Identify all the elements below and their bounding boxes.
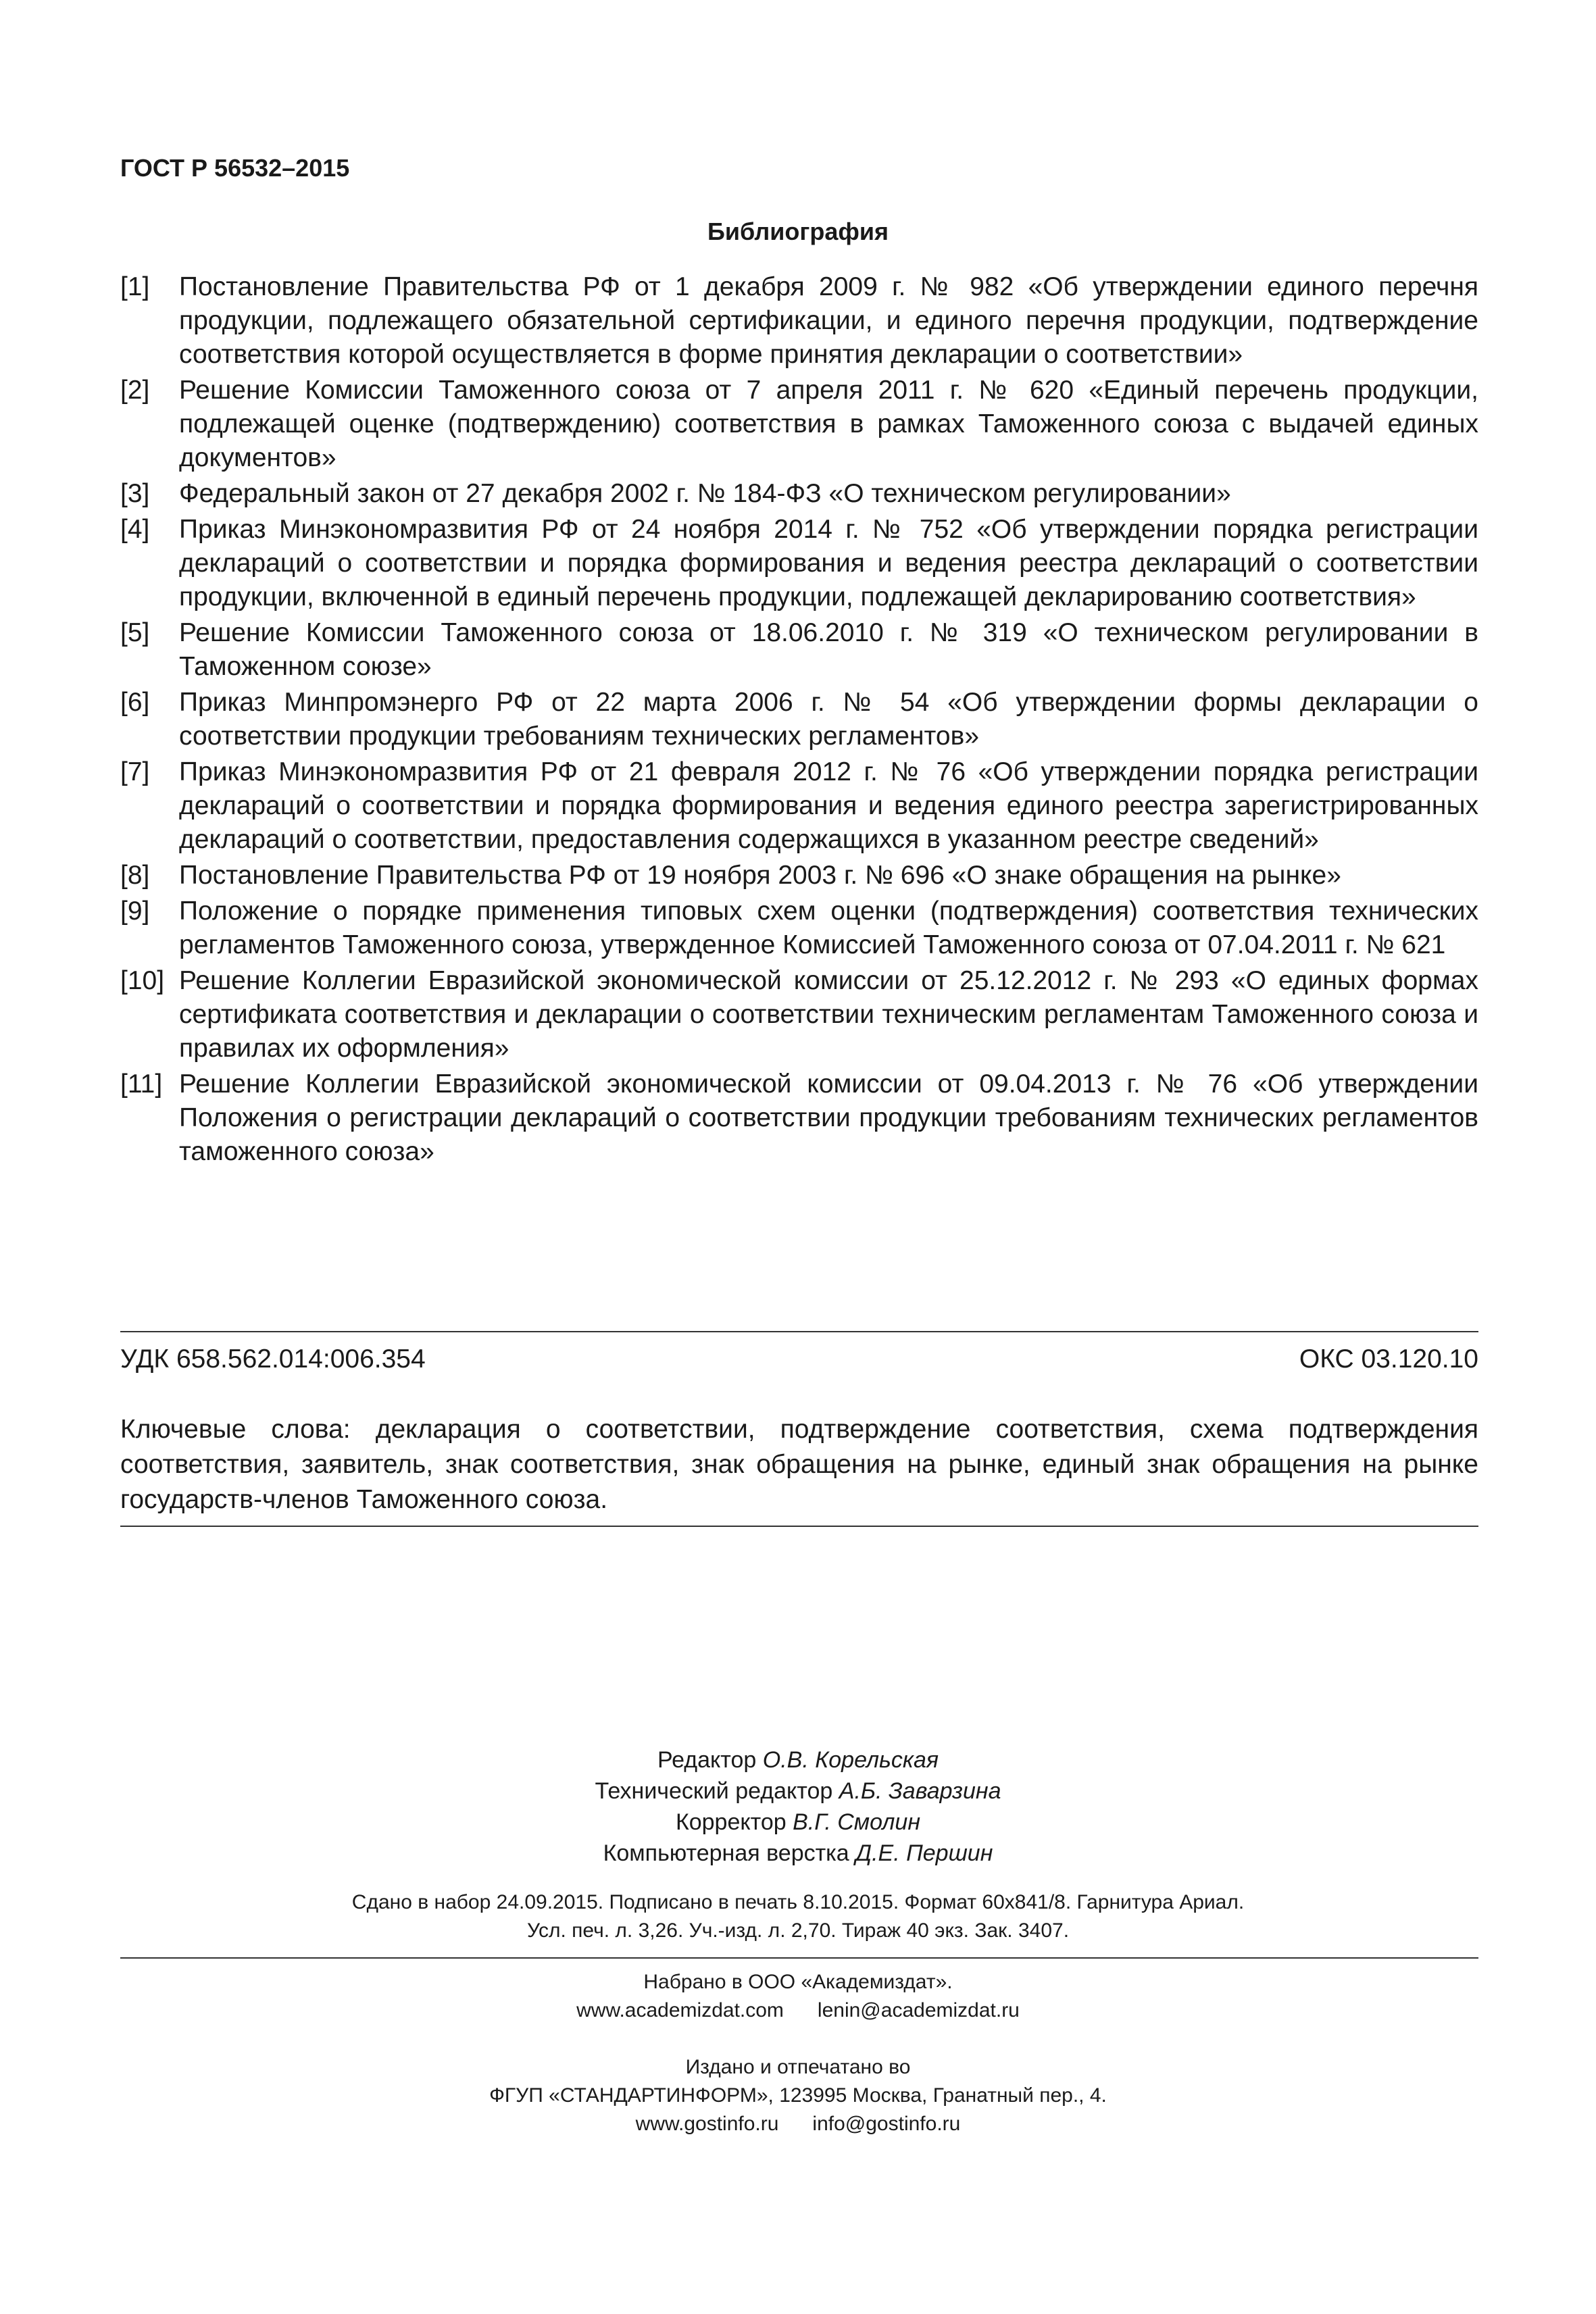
bibliography-title: Библиография [707,218,889,245]
entry-text: Приказ Минэкономразвития РФ от 24 ноября 2014 г. № 752 «Об утверждении порядка регистрации деклараций о соответствии и порядка формирования и ведения реестра деклараций о соответствии продукции, включенной в единый перечень продукции, подлежащей декларированию соответствия» [179,515,1478,611]
typeset-site-link[interactable]: www.academizdat.com [576,1999,784,2021]
entry-text: Решение Комиссии Таможенного союза от 7 апреля 2011 г. № 620 «Единый перечень продукции, подлежащей оценке (подтверждению) соответствия в рамках Таможенного союза с выдачей единых документов» [179,376,1478,472]
entry-number: [6] [120,688,150,717]
typeset-links [0,1996,1596,2025]
credit-line [0,1838,1596,1869]
credit-role: Корректор [675,1809,787,1835]
oks-code: ОКС 03.120.10 [1299,1344,1478,1374]
typeset-note: Набрано в ООО «Академиздат». [643,1971,953,1993]
bibliography-entry [120,895,1478,962]
keywords [120,1412,1478,1517]
bibliography-entry [120,686,1478,753]
credit-name: В.Г. Смолин [793,1809,921,1835]
divider-top [120,1331,1478,1332]
entry-text: Приказ Минэкономразвития РФ от 21 февраля 2012 г. № 76 «Об утверждении порядка регистрации деклараций о соответствии и порядка формирования и ведения единого реестра зарегистрированных деклараций о соответствии, предоставления содержащихся в указанном реестре сведений» [179,757,1478,854]
credit-line [0,1776,1596,1807]
printed-note: Издано и отпечатано во [685,2056,911,2078]
divider-bottom [120,1957,1478,1959]
bibliography-entry [120,964,1478,1065]
entry-number: [1] [120,272,150,301]
publisher-links [0,2110,1596,2138]
entry-text: Положение о порядке применения типовых схем оценки (подтверждения) соответствия технических регламентов Таможенного союза, утвержденное Комиссией Таможенного союза от 07.04.2011 г. № 621 [179,897,1478,959]
entry-number: [8] [120,861,150,890]
print-info [0,1888,1596,1945]
entry-text: Приказ Минпромэнерго РФ от 22 марта 2006 г. № 54 «Об утверждении формы декларации о соответствии продукции требованиям технических регламентов» [179,688,1478,751]
bibliography-entry [120,616,1478,684]
keywords-text: Ключевые слова: декларация о соответствии, подтверждение соответствия, схема подтверждения соответствия, заявитель, знак соответствия, знак обращения на рынке, единый знак обращения на рынке государств-членов Таможенного союза. [120,1415,1478,1514]
credit-name: Д.Е. Першин [855,1840,993,1866]
bibliography-entry [120,513,1478,614]
entry-text: Федеральный закон от 27 декабря 2002 г. № 184-ФЗ «О техническом регулировании» [179,479,1231,508]
credit-name: О.В. Корельская [762,1747,939,1773]
entry-number: [5] [120,618,150,647]
entry-number: [3] [120,479,150,508]
entry-text: Решение Коллегии Евразийской экономической комиссии от 09.04.2013 г. № 76 «Об утверждении Положения о регистрации деклараций о соответствии продукции требованиям технических регламентов таможенного союза» [179,1070,1478,1166]
credits [0,1744,1596,1869]
udc-code: УДК 658.562.014:006.354 [120,1344,426,1374]
document-code: ГОСТ Р 56532–2015 [120,154,350,182]
entry-number: [11] [120,1070,163,1099]
classification-row [120,1344,1478,1374]
print-info-line: Сдано в набор 24.09.2015. Подписано в печать 8.10.2015. Формат 60х841/8. Гарнитура Ариал. [351,1891,1245,1913]
entry-text: Постановление Правительства РФ от 19 ноября 2003 г. № 696 «О знаке обращения на рынке» [179,861,1341,890]
typeset-email-link[interactable]: lenin@academizdat.ru [817,1999,1020,2021]
entry-text: Решение Коллегии Евразийской экономической комиссии от 25.12.2012 г. № 293 «О единых формах сертификата соответствия и декларации о соответствии техническим регламентам Таможенного союза и правилах их оформления» [179,966,1478,1063]
bibliography-entry [120,270,1478,372]
bibliography-entry [120,1067,1478,1169]
bibliography-entry [120,374,1478,475]
publisher-site-link[interactable]: www.gostinfo.ru [635,2113,779,2135]
credit-role: Редактор [657,1747,757,1773]
print-info-line: Усл. печ. л. 3,26. Уч.-изд. л. 2,70. Тираж 40 экз. Зак. 3407. [526,1919,1070,1942]
entry-text: Решение Комиссии Таможенного союза от 18.06.2010 г. № 319 «О техническом регулировании в Таможенном союзе» [179,618,1478,681]
publisher-info [0,1968,1596,2138]
publisher-email-link[interactable]: info@gostinfo.ru [812,2113,961,2135]
bibliography-list [120,270,1478,1171]
entry-text: Постановление Правительства РФ от 1 декабря 2009 г. № 982 «Об утверждении единого перечня продукции, подлежащего обязательной сертификации, и единого перечня продукции, подтверждение соответствия которой осуществляется в форме принятия декларации о соответствии» [179,272,1478,369]
credit-role: Компьютерная верстка [603,1840,849,1866]
entry-number: [4] [120,515,150,544]
bibliography-entry [120,859,1478,892]
entry-number: [2] [120,376,150,405]
entry-number: [10] [120,966,165,995]
entry-number: [9] [120,897,150,926]
publisher-org: ФГУП «СТАНДАРТИНФОРМ», 123995 Москва, Гранатный пер., 4. [489,2084,1107,2107]
bibliography-entry [120,755,1478,857]
credit-line [0,1744,1596,1776]
bibliography-entry [120,477,1478,511]
entry-number: [7] [120,757,150,786]
credit-line [0,1807,1596,1838]
credit-role: Технический редактор [595,1778,833,1804]
divider-keywords [120,1526,1478,1527]
credit-name: А.Б. Заварзина [839,1778,1001,1804]
